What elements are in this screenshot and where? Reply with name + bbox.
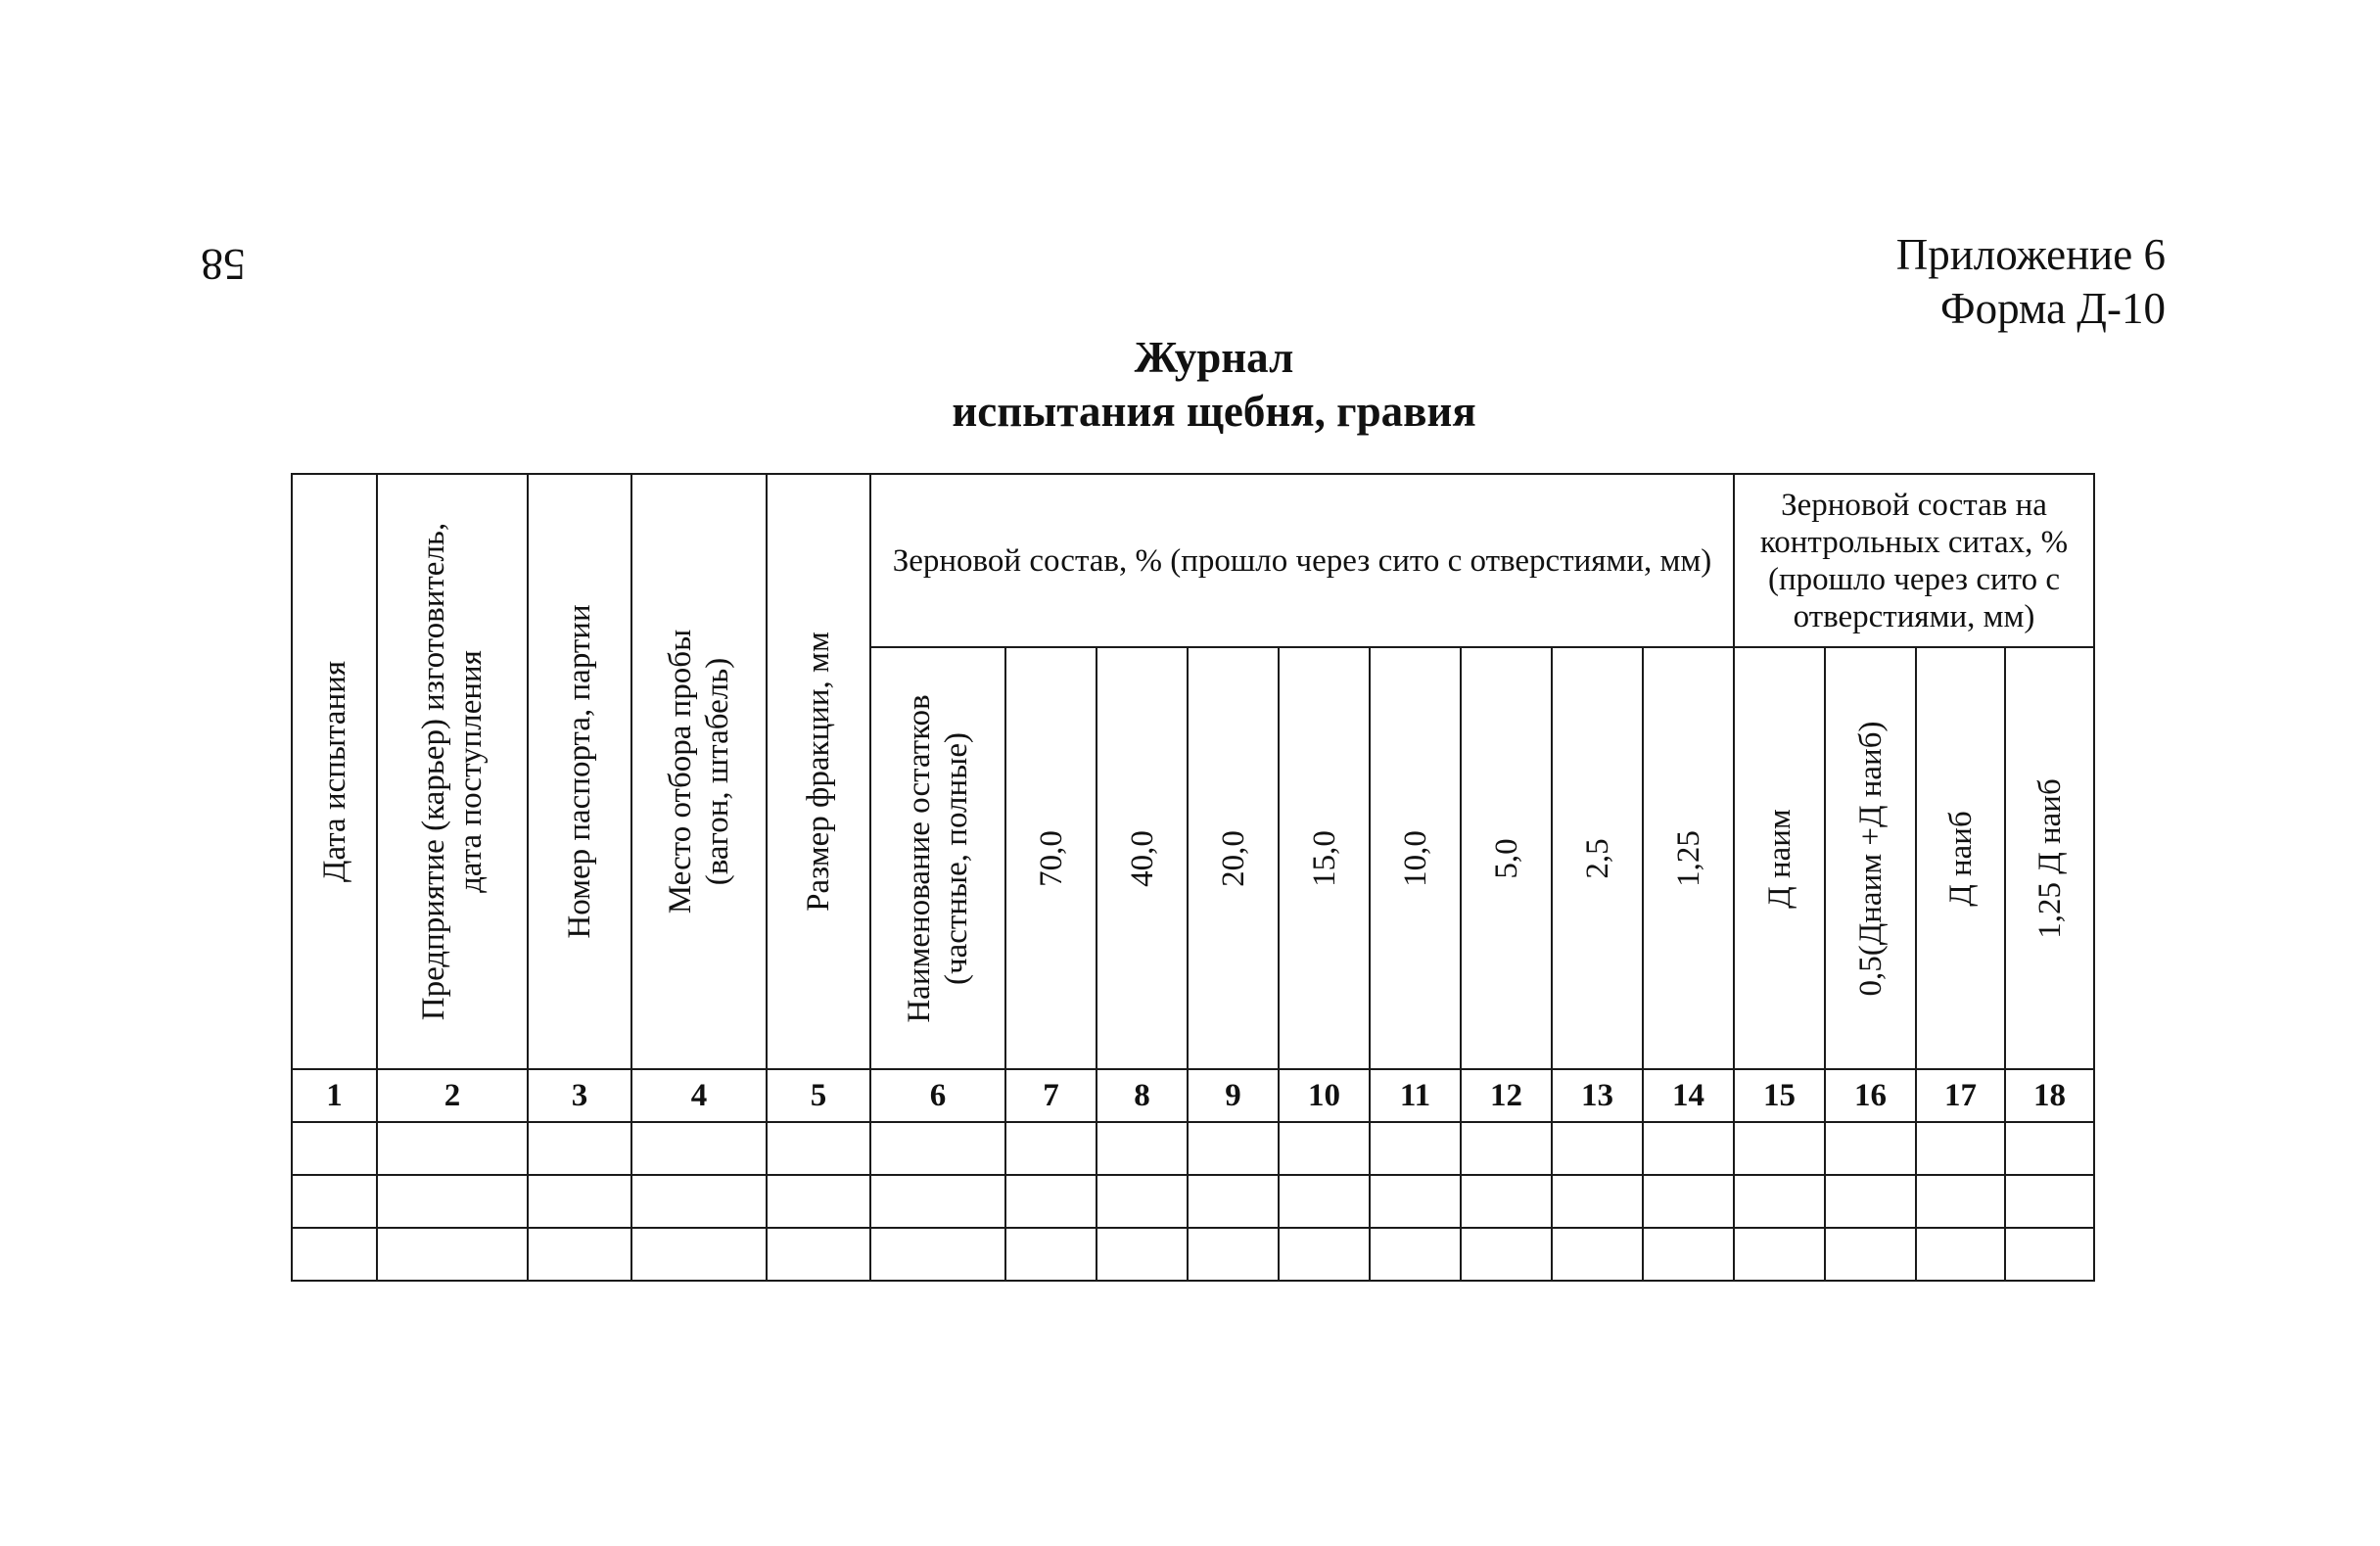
empty-cell[interactable] bbox=[1097, 1175, 1188, 1228]
column-number: 3 bbox=[528, 1069, 631, 1122]
empty-cell[interactable] bbox=[1370, 1122, 1461, 1175]
column-number: 18 bbox=[2005, 1069, 2094, 1122]
header-control-sieves: Зерновой состав на контрольных ситах, % (прошло через сито с отверстиями, мм) bbox=[1734, 474, 2094, 647]
column-number: 8 bbox=[1097, 1069, 1188, 1122]
header-passport-number bbox=[528, 474, 631, 1069]
header-text: Дата испытания bbox=[316, 660, 352, 883]
column-number: 14 bbox=[1643, 1069, 1734, 1122]
empty-cell[interactable] bbox=[1825, 1228, 1916, 1281]
header-text: 1,25 Д наиб bbox=[2031, 777, 2068, 939]
empty-cell[interactable] bbox=[1097, 1122, 1188, 1175]
empty-cell[interactable] bbox=[292, 1122, 377, 1175]
empty-cell[interactable] bbox=[528, 1175, 631, 1228]
empty-cell[interactable] bbox=[631, 1175, 767, 1228]
empty-cell[interactable] bbox=[870, 1122, 1005, 1175]
header-text: 2,5 bbox=[1579, 837, 1615, 879]
empty-cell[interactable] bbox=[1552, 1122, 1643, 1175]
form-code: Форма Д-10 bbox=[1940, 284, 2166, 333]
header-d-max-125 bbox=[2005, 647, 2094, 1069]
empty-cell[interactable] bbox=[1916, 1175, 2005, 1228]
empty-cell[interactable] bbox=[2005, 1228, 2094, 1281]
column-number: 11 bbox=[1370, 1069, 1461, 1122]
empty-cell[interactable] bbox=[1370, 1175, 1461, 1228]
empty-cell[interactable] bbox=[1370, 1228, 1461, 1281]
empty-cell[interactable] bbox=[1552, 1228, 1643, 1281]
column-number: 7 bbox=[1005, 1069, 1097, 1122]
empty-cell[interactable] bbox=[870, 1228, 1005, 1281]
empty-cell[interactable] bbox=[2005, 1175, 2094, 1228]
empty-cell[interactable] bbox=[1734, 1122, 1825, 1175]
header-text: Наименование остатков (частные, полные) bbox=[902, 693, 974, 1023]
column-number: 15 bbox=[1734, 1069, 1825, 1122]
header-row-top bbox=[292, 474, 2094, 647]
empty-cell[interactable] bbox=[1188, 1122, 1279, 1175]
header-text: 40,0 bbox=[1124, 829, 1160, 887]
empty-cell[interactable] bbox=[528, 1228, 631, 1281]
column-number: 17 bbox=[1916, 1069, 2005, 1122]
column-number: 9 bbox=[1188, 1069, 1279, 1122]
column-number: 13 bbox=[1552, 1069, 1643, 1122]
empty-cell[interactable] bbox=[377, 1122, 528, 1175]
empty-cell[interactable] bbox=[1734, 1228, 1825, 1281]
header-text: Предприятие (карьер) изготовитель, дата поступления bbox=[416, 522, 489, 1021]
header-text: 15,0 bbox=[1306, 829, 1342, 887]
header-test-date bbox=[292, 474, 377, 1069]
header-d-max bbox=[1916, 647, 2005, 1069]
empty-cell[interactable] bbox=[1461, 1228, 1552, 1281]
header-text: 1,25 bbox=[1670, 829, 1706, 887]
header-text: 10,0 bbox=[1397, 829, 1433, 887]
appendix-label bbox=[1896, 228, 2166, 336]
header-text: Размер фракции, мм bbox=[801, 632, 836, 912]
table-row bbox=[292, 1228, 2094, 1281]
header-sieve-20 bbox=[1188, 647, 1279, 1069]
empty-cell[interactable] bbox=[1005, 1122, 1097, 1175]
header-sampling-place bbox=[631, 474, 767, 1069]
header-sieve-15 bbox=[1279, 647, 1370, 1069]
column-number-row bbox=[292, 1069, 2094, 1122]
empty-cell[interactable] bbox=[1461, 1175, 1552, 1228]
column-number: 4 bbox=[631, 1069, 767, 1122]
test-journal-table bbox=[291, 473, 2095, 1282]
empty-cell[interactable] bbox=[377, 1175, 528, 1228]
header-fraction-size bbox=[767, 474, 870, 1069]
header-text: Место отбора пробы (вагон, штабель) bbox=[663, 629, 735, 914]
column-number: 2 bbox=[377, 1069, 528, 1122]
empty-cell[interactable] bbox=[767, 1122, 870, 1175]
empty-cell[interactable] bbox=[1643, 1122, 1734, 1175]
header-text: Д наиб bbox=[1942, 810, 1979, 907]
header-text: 5,0 bbox=[1488, 837, 1524, 879]
empty-cell[interactable] bbox=[631, 1122, 767, 1175]
empty-cell[interactable] bbox=[1916, 1122, 2005, 1175]
empty-cell[interactable] bbox=[631, 1228, 767, 1281]
empty-cell[interactable] bbox=[1734, 1175, 1825, 1228]
header-grain-composition: Зерновой состав, % (прошло через сито с отверстиями, мм) bbox=[870, 474, 1734, 647]
empty-cell[interactable] bbox=[2005, 1122, 2094, 1175]
empty-cell[interactable] bbox=[1188, 1175, 1279, 1228]
journal-subtitle: испытания щебня, гравия bbox=[952, 387, 1476, 436]
column-number: 16 bbox=[1825, 1069, 1916, 1122]
empty-cell[interactable] bbox=[1005, 1228, 1097, 1281]
empty-cell[interactable] bbox=[1643, 1228, 1734, 1281]
journal-title: Журнал bbox=[1134, 333, 1294, 382]
table-row bbox=[292, 1122, 2094, 1175]
header-d-min bbox=[1734, 647, 1825, 1069]
empty-cell[interactable] bbox=[767, 1175, 870, 1228]
column-number: 10 bbox=[1279, 1069, 1370, 1122]
empty-cell[interactable] bbox=[1461, 1122, 1552, 1175]
column-number: 1 bbox=[292, 1069, 377, 1122]
header-text: Номер паспорта, партии bbox=[562, 604, 597, 939]
empty-cell[interactable] bbox=[528, 1122, 631, 1175]
empty-cell[interactable] bbox=[1005, 1175, 1097, 1228]
empty-cell[interactable] bbox=[1097, 1228, 1188, 1281]
header-sieve-10 bbox=[1370, 647, 1461, 1069]
empty-cell[interactable] bbox=[377, 1228, 528, 1281]
header-sieve-1-25 bbox=[1643, 647, 1734, 1069]
header-sieve-70 bbox=[1005, 647, 1097, 1069]
empty-cell[interactable] bbox=[1279, 1122, 1370, 1175]
empty-cell[interactable] bbox=[767, 1228, 870, 1281]
appendix-number: Приложение 6 bbox=[1895, 230, 2166, 279]
column-number: 12 bbox=[1461, 1069, 1552, 1122]
empty-cell[interactable] bbox=[1825, 1175, 1916, 1228]
empty-cell[interactable] bbox=[1916, 1228, 2005, 1281]
page-number: 58 bbox=[201, 240, 246, 290]
header-text: Д наим bbox=[1761, 808, 1797, 909]
table-row bbox=[292, 1175, 2094, 1228]
column-number: 6 bbox=[870, 1069, 1005, 1122]
header-text: 0,5(Днаим +Д наиб) bbox=[1852, 721, 1889, 996]
empty-cell[interactable] bbox=[292, 1228, 377, 1281]
header-manufacturer bbox=[377, 474, 528, 1069]
header-residue-name bbox=[870, 647, 1005, 1069]
header-sieve-5 bbox=[1461, 647, 1552, 1069]
header-d-mid bbox=[1825, 647, 1916, 1069]
header-sieve-2-5 bbox=[1552, 647, 1643, 1069]
empty-cell[interactable] bbox=[870, 1175, 1005, 1228]
empty-cell[interactable] bbox=[292, 1175, 377, 1228]
empty-cell[interactable] bbox=[1643, 1175, 1734, 1228]
empty-cell[interactable] bbox=[1552, 1175, 1643, 1228]
header-text: 20,0 bbox=[1215, 829, 1251, 887]
empty-cell[interactable] bbox=[1825, 1122, 1916, 1175]
header-sieve-40 bbox=[1097, 647, 1188, 1069]
column-number: 5 bbox=[767, 1069, 870, 1122]
empty-cell[interactable] bbox=[1279, 1228, 1370, 1281]
empty-cell[interactable] bbox=[1188, 1228, 1279, 1281]
empty-cell[interactable] bbox=[1279, 1175, 1370, 1228]
header-text: 70,0 bbox=[1033, 829, 1069, 887]
